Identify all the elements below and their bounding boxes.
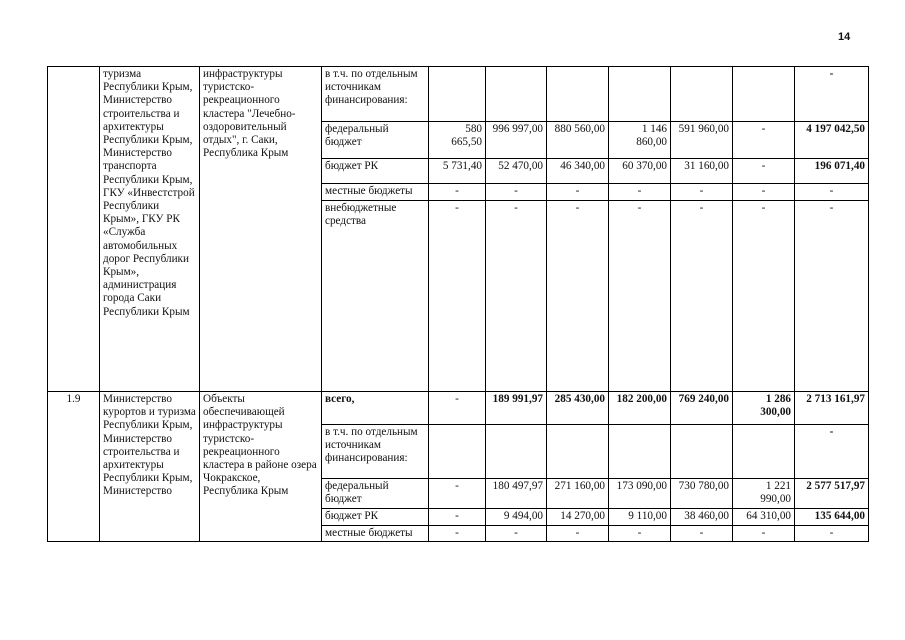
value-cell: -: [733, 159, 795, 184]
value-cell: -: [733, 201, 795, 392]
value-cell: -: [671, 526, 733, 542]
value-cell: [429, 425, 486, 479]
value-cell: [547, 425, 609, 479]
value-cell: 591 960,00: [671, 122, 733, 159]
value-cell: -: [486, 184, 547, 201]
value-cell: [609, 425, 671, 479]
responsible-cell: туризма Республики Крым, Министерство строительства и архитектуры Республики Крым, Министерство транспорта Республики Крым, ГКУ «Инвестстрой Республики Крым», ГКУ РК «Служба автомобильных дорог Республики Крым», администрация города Саки Республики Крым: [100, 67, 200, 392]
total-cell: -: [795, 184, 869, 201]
value-cell: 60 370,00: [609, 159, 671, 184]
value-cell: [671, 67, 733, 122]
value-cell: -: [429, 184, 486, 201]
total-cell: 2 577 517,97: [795, 479, 869, 509]
total-cell: -: [795, 526, 869, 542]
source-label: в т.ч. по отдельным источникам финансирования:: [322, 67, 429, 122]
value-cell: -: [486, 201, 547, 392]
value-cell: -: [429, 392, 486, 425]
value-cell: -: [609, 201, 671, 392]
value-cell: 9 494,00: [486, 509, 547, 526]
value-cell: -: [671, 184, 733, 201]
total-cell: -: [795, 67, 869, 122]
value-cell: 182 200,00: [609, 392, 671, 425]
value-cell: [609, 67, 671, 122]
value-cell: -: [733, 184, 795, 201]
value-cell: -: [547, 201, 609, 392]
value-cell: 730 780,00: [671, 479, 733, 509]
row-number-cell: 1.9: [48, 392, 100, 542]
value-cell: 46 340,00: [547, 159, 609, 184]
source-label: внебюджетные средства: [322, 201, 429, 392]
value-cell: -: [733, 122, 795, 159]
responsible-cell: Министерство курортов и туризма Республики Крым, Министерство строительства и архитектуры Республики Крым, Министерство: [100, 392, 200, 542]
total-cell: 4 197 042,50: [795, 122, 869, 159]
value-cell: 769 240,00: [671, 392, 733, 425]
value-cell: 52 470,00: [486, 159, 547, 184]
value-cell: 180 497,97: [486, 479, 547, 509]
value-cell: 31 160,00: [671, 159, 733, 184]
value-cell: -: [547, 526, 609, 542]
source-label: бюджет РК: [322, 159, 429, 184]
value-cell: 271 160,00: [547, 479, 609, 509]
page-number: 14: [838, 31, 851, 43]
row-number-cell: [48, 67, 100, 392]
value-cell: 285 430,00: [547, 392, 609, 425]
source-label: в т.ч. по отдельным источникам финансирования:: [322, 425, 429, 479]
value-cell: -: [429, 526, 486, 542]
source-label: федеральный бюджет: [322, 479, 429, 509]
value-cell: [671, 425, 733, 479]
value-cell: -: [547, 184, 609, 201]
value-cell: 64 310,00: [733, 509, 795, 526]
value-cell: 996 997,00: [486, 122, 547, 159]
value-cell: -: [609, 526, 671, 542]
value-cell: -: [671, 201, 733, 392]
value-cell: -: [609, 184, 671, 201]
source-label: местные бюджеты: [322, 184, 429, 201]
value-cell: 173 090,00: [609, 479, 671, 509]
total-cell: -: [795, 201, 869, 392]
value-cell: 14 270,00: [547, 509, 609, 526]
budget-table: [47, 66, 869, 542]
value-cell: [486, 67, 547, 122]
source-label: местные бюджеты: [322, 526, 429, 542]
value-cell: 880 560,00: [547, 122, 609, 159]
value-cell: 5 731,40: [429, 159, 486, 184]
value-cell: [733, 425, 795, 479]
value-cell: 1 146 860,00: [609, 122, 671, 159]
value-cell: -: [429, 201, 486, 392]
table-row: [48, 392, 869, 425]
source-label: федеральный бюджет: [322, 122, 429, 159]
table-row: [48, 67, 869, 122]
source-label: бюджет РК: [322, 509, 429, 526]
value-cell: 189 991,97: [486, 392, 547, 425]
value-cell: [733, 67, 795, 122]
total-cell: 196 071,40: [795, 159, 869, 184]
value-cell: [547, 67, 609, 122]
object-cell: Объекты обеспечивающей инфраструктуры туристско-рекреационного кластера в районе озера Чокракское, Республика Крым: [200, 392, 322, 542]
value-cell: -: [486, 526, 547, 542]
value-cell: 1 221 990,00: [733, 479, 795, 509]
object-cell: инфраструктуры туристско-рекреационного кластера "Лечебно-оздоровительный отдых", г. Саки, Республика Крым: [200, 67, 322, 392]
value-cell: -: [429, 479, 486, 509]
total-cell: -: [795, 425, 869, 479]
value-cell: -: [733, 526, 795, 542]
value-cell: 580 665,50: [429, 122, 486, 159]
value-cell: [486, 425, 547, 479]
value-cell: 1 286 300,00: [733, 392, 795, 425]
total-cell: 135 644,00: [795, 509, 869, 526]
value-cell: 38 460,00: [671, 509, 733, 526]
source-label: всего,: [322, 392, 429, 425]
total-cell: 2 713 161,97: [795, 392, 869, 425]
value-cell: -: [429, 509, 486, 526]
value-cell: 9 110,00: [609, 509, 671, 526]
value-cell: [429, 67, 486, 122]
